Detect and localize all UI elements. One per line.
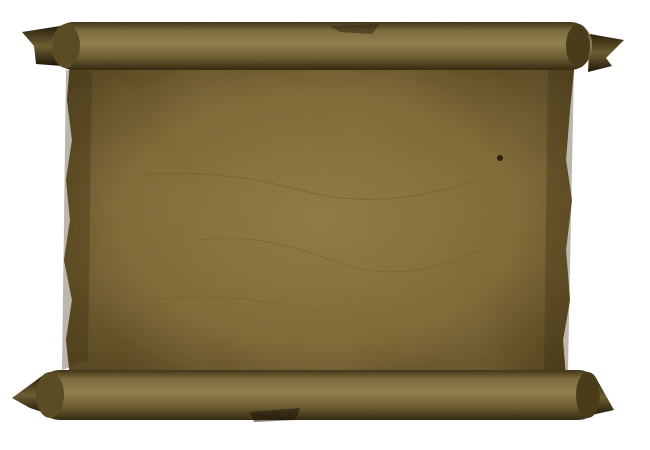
parchment-sheet — [62, 60, 575, 378]
bottom-scroll-roll — [12, 370, 614, 422]
top-scroll-roll — [22, 22, 624, 72]
ink-spot — [497, 155, 503, 161]
